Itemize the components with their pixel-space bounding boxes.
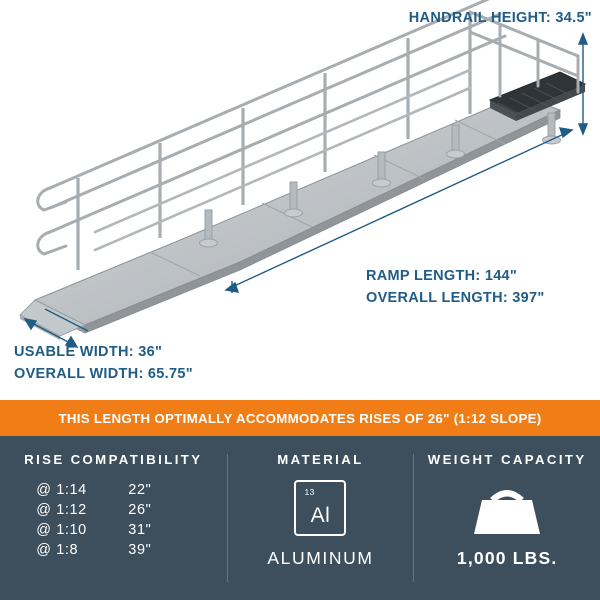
rise-slope: @ 1:8: [36, 542, 79, 558]
aluminum-atomic-number: 13: [304, 487, 315, 497]
spec-panel: [0, 436, 600, 600]
rise-compatibility-table: [36, 480, 190, 560]
banner-text: THIS LENGTH OPTIMALLY ACCOMMODATES RISES OF 26" (1:12 SLOPE): [58, 410, 542, 426]
overall-width-label: OVERALL WIDTH: 65.75": [14, 366, 193, 382]
handrail-return-loop: [38, 188, 66, 254]
rise-value: 22": [128, 482, 152, 498]
material-title: MATERIAL: [277, 452, 364, 467]
aluminum-element-icon: [294, 480, 346, 536]
weight-block-icon: [470, 480, 544, 538]
spec-material: [228, 436, 414, 600]
rise-value: 31": [128, 522, 152, 538]
table-row: [36, 520, 190, 540]
table-row: [36, 480, 190, 500]
table-row: [36, 540, 190, 560]
material-name: ALUMINUM: [267, 548, 374, 568]
rise-slope: @ 1:10: [36, 522, 87, 538]
spec-rise-compatibility: [0, 436, 227, 600]
overall-length-label: OVERALL LENGTH: 397": [366, 290, 545, 306]
spec-weight-capacity: [414, 436, 600, 600]
weight-capacity-title: WEIGHT CAPACITY: [427, 452, 587, 467]
aluminum-symbol: Al: [310, 504, 331, 527]
handrail-assembly: [50, 0, 505, 232]
table-row: [36, 500, 190, 520]
weight-capacity-value: 1,000 LBS.: [456, 548, 558, 568]
rise-slope: @ 1:14: [36, 482, 87, 498]
ramp-length-label: RAMP LENGTH: 144": [366, 268, 518, 284]
rise-compatibility-title: RISE COMPATIBILITY: [24, 452, 203, 467]
usable-width-label: USABLE WIDTH: 36": [14, 344, 163, 360]
rise-value: 39": [128, 542, 152, 558]
rise-value: 26": [128, 502, 152, 518]
rise-accommodation-banner: [0, 400, 600, 436]
rise-slope: @ 1:12: [36, 502, 87, 518]
handrail-height-label: HANDRAIL HEIGHT: 34.5": [408, 10, 592, 26]
